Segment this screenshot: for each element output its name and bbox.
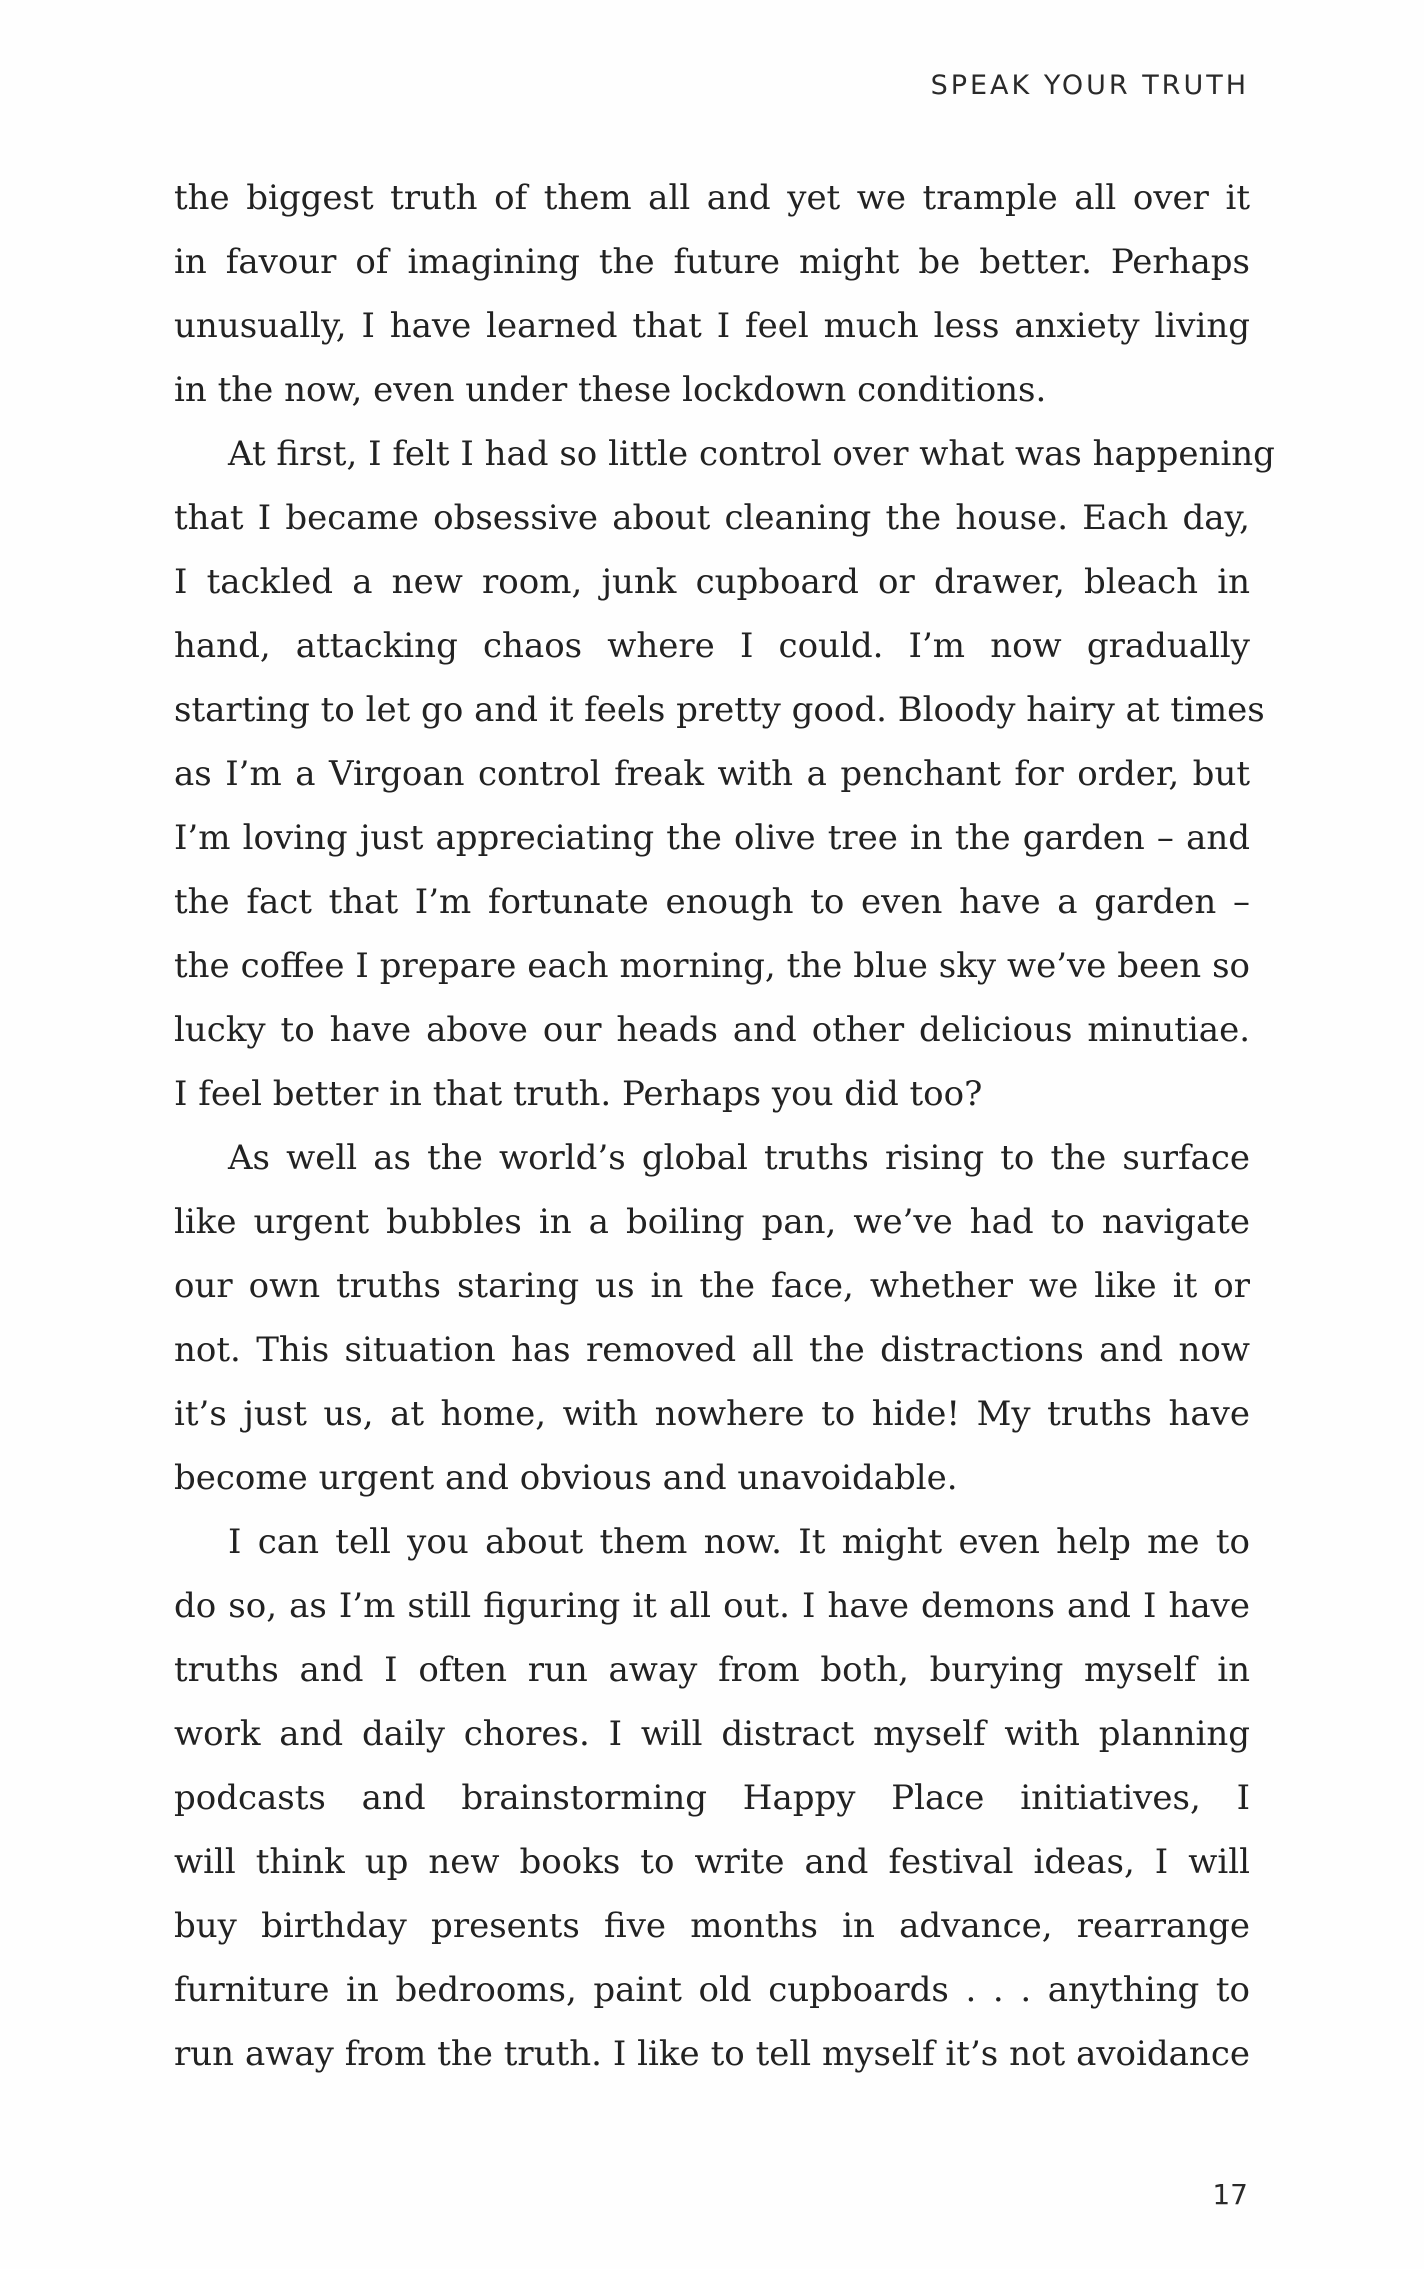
text-line: not. This situation has removed all the distractions and now	[174, 1330, 1250, 1370]
text-line: unusually, I have learned that I feel much less anxiety living	[174, 306, 1250, 346]
text-line: hand, attacking chaos where I could. I’m now gradually	[174, 626, 1250, 666]
text-line: I feel better in that truth. Perhaps you did too?	[174, 1074, 983, 1114]
text-line: it’s just us, at home, with nowhere to hide! My truths have	[174, 1394, 1250, 1434]
text-line: buy birthday presents five months in advance, rearrange	[174, 1906, 1250, 1946]
text-line: I can tell you about them now. It might even help me to	[228, 1522, 1250, 1562]
text-line: I’m loving just appreciating the olive tree in the garden – and	[174, 818, 1250, 858]
page-number: 17	[1212, 2178, 1248, 2211]
text-line: As well as the world’s global truths rising to the surface	[228, 1138, 1250, 1178]
text-line: become urgent and obvious and unavoidable.	[174, 1458, 958, 1498]
text-line: the coffee I prepare each morning, the blue sky we’ve been so	[174, 946, 1250, 986]
running-head: SPEAK YOUR TRUTH	[930, 70, 1249, 101]
text-line: the biggest truth of them all and yet we trample all over it	[174, 178, 1250, 218]
text-line: like urgent bubbles in a boiling pan, we’ve had to navigate	[174, 1202, 1250, 1242]
text-line: that I became obsessive about cleaning the house. Each day,	[174, 498, 1250, 538]
text-line: our own truths staring us in the face, whether we like it or	[174, 1266, 1250, 1306]
text-line: will think up new books to write and festival ideas, I will	[174, 1842, 1250, 1882]
paragraph	[174, 422, 1275, 1126]
text-line: truths and I often run away from both, burying myself in	[174, 1650, 1250, 1690]
text-line: furniture in bedrooms, paint old cupboards . . . anything to	[174, 1970, 1250, 2010]
text-line: do so, as I’m still figuring it all out. I have demons and I have	[174, 1586, 1250, 1626]
text-line: the fact that I’m fortunate enough to even have a garden –	[174, 882, 1250, 922]
text-line: I tackled a new room, junk cupboard or drawer, bleach in	[174, 562, 1250, 602]
paragraph	[174, 1126, 1250, 1510]
text-line: in the now, even under these lockdown conditions.	[174, 370, 1047, 410]
text-line: in favour of imagining the future might be better. Perhaps	[174, 242, 1250, 282]
text-line: At first, I felt I had so little control over what was happening	[228, 434, 1275, 474]
text-line: run away from the truth. I like to tell myself it’s not avoidance	[174, 2034, 1250, 2074]
text-line: starting to let go and it feels pretty good. Bloody hairy at times	[174, 690, 1265, 730]
text-line: podcasts and brainstorming Happy Place initiatives, I	[174, 1778, 1250, 1818]
paragraph	[174, 1510, 1250, 2086]
paragraph	[174, 166, 1250, 422]
body-text	[174, 166, 1275, 2086]
text-line: work and daily chores. I will distract myself with planning	[174, 1714, 1250, 1754]
text-line: as I’m a Virgoan control freak with a penchant for order, but	[174, 754, 1250, 794]
text-line: lucky to have above our heads and other delicious minutiae.	[174, 1010, 1250, 1050]
